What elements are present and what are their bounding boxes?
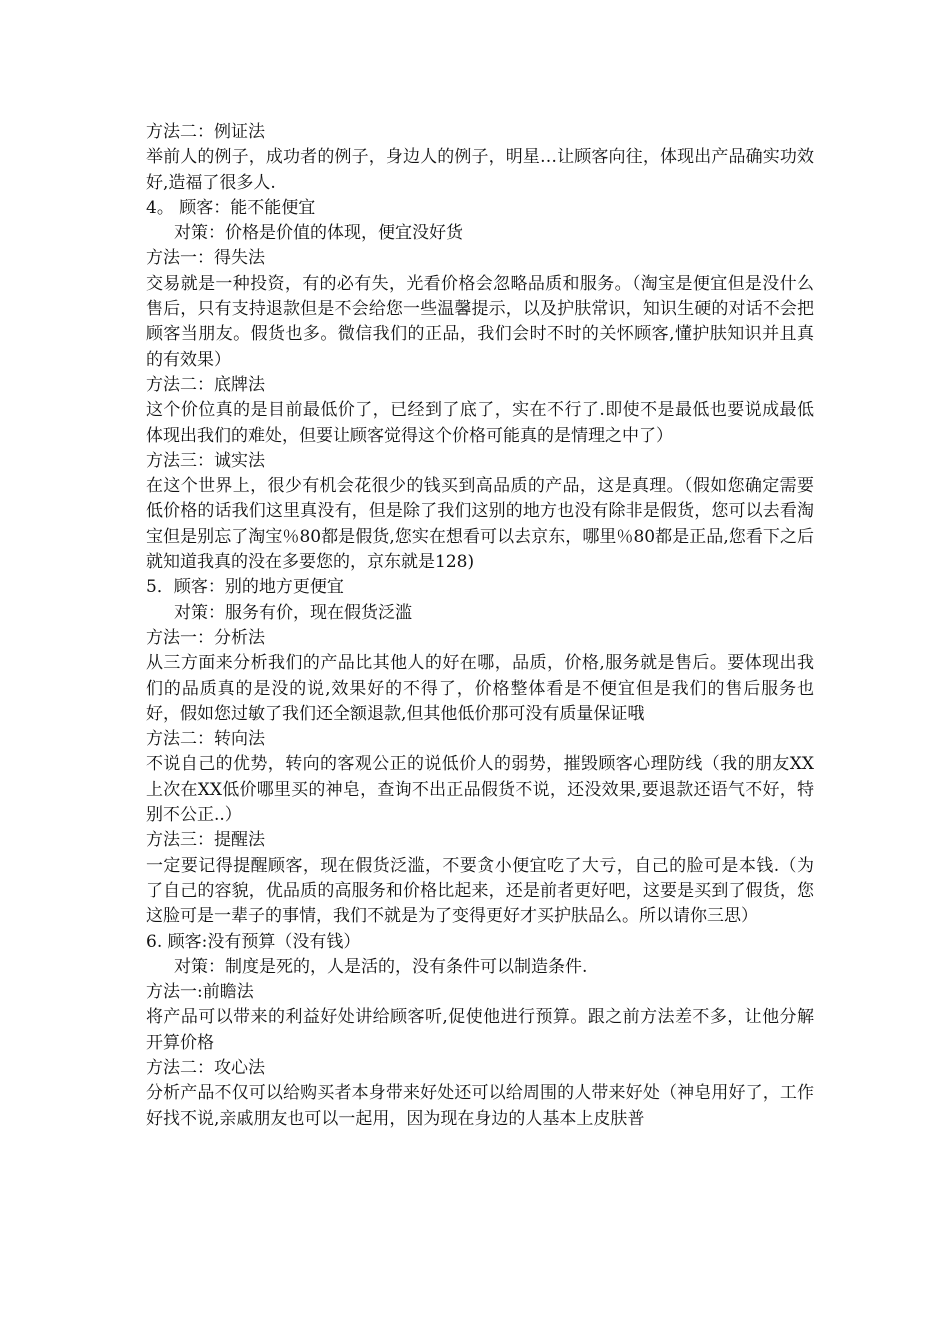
- document-body: [146, 120, 814, 1132]
- paragraph: 将产品可以带来的利益好处讲给顾客听,促使他进行预算。跟之前方法差不多，让他分解开算价格: [146, 1007, 814, 1053]
- paragraph: 一定要记得提醒顾客，现在假货泛滥，不要贪小便宜吃了大亏，自己的脸可是本钱.（为了自己的容貌，优品质的高服务和价格比起来，还是前者更好吧，这要是买到了假货，您这脸可是一辈子的事情，我们不就是为了变得更好才买护肤品么。所以请你三思）: [146, 855, 814, 927]
- section-heading: 方法一：得失法: [146, 248, 265, 269]
- section-heading: 方法二：底牌法: [146, 374, 265, 395]
- strategy-line: 对策：价格是价值的体现，便宜没好货: [174, 223, 463, 244]
- paragraph: 这个价位真的是目前最低价了，已经到了底了，实在不行了.即使不是最低也要说成最低体现出我们的难处，但要让顾客觉得这个价格可能真的是情理之中了）: [146, 400, 814, 446]
- paragraph: 不说自己的优势，转向的客观公正的说低价人的弱势，摧毁顾客心理防线（我的朋友XX上次在XX低价哪里买的神皂，查询不出正品假货不说，还没效果,要退款还语气不好，特别不公正..）: [146, 754, 814, 826]
- strategy-line: 对策：服务有价，现在假货泛滥: [174, 602, 412, 623]
- section-heading: 方法三：提醒法: [146, 830, 265, 851]
- section-heading: 4。 顾客：能不能便宜: [146, 197, 316, 218]
- paragraph: 分析产品不仅可以给购买者本身带来好处还可以给周围的人带来好处（神皂用好了，工作好找不说,亲戚朋友也可以一起用，因为现在身边的人基本上皮肤普: [146, 1083, 814, 1129]
- paragraph: 从三方面来分析我们的产品比其他人的好在哪，品质，价格,服务就是售后。要体现出我们的品质真的是没的说,效果好的不得了，价格整体看是不便宜但是我们的售后服务也好，假如您过敏了我们还全额退款,但其他低价那可没有质量保证哦: [146, 653, 814, 724]
- section-heading: 方法二：例证法: [146, 122, 265, 142]
- strategy-line: 对策：制度是死的，人是活的，没有条件可以制造条件.: [174, 956, 588, 977]
- section-heading: 方法一：分析法: [146, 627, 265, 648]
- section-heading: 方法一:前瞻法: [146, 982, 254, 1003]
- paragraph: 举前人的例子，成功者的例子，身边人的例子，明星…让顾客向往，体现出产品确实功效好,造福了很多人.: [146, 147, 814, 193]
- section-heading: 5．顾客：别的地方更便宜: [146, 577, 344, 598]
- paragraph: 在这个世界上，很少有机会花很少的钱买到高品质的产品，这是真理。（假如您确定需要低价格的话我们这里真没有，但是除了我们这别的地方也没有除非是假货，您可以去看淘宝但是别忘了淘宝％80都是假货,您实在想看可以去京东，哪里％80都是正品,您看下之后就知道我真的没在多要您的，京东就是128): [146, 476, 814, 573]
- section-heading: 方法三：诚实法: [146, 450, 265, 471]
- section-heading: 6. 顾客:没有预算（没有钱）: [146, 931, 361, 952]
- section-heading: 方法二：转向法: [146, 729, 265, 750]
- paragraph: 交易就是一种投资，有的必有失，光看价格会忽略品质和服务。（淘宝是便宜但是没什么售后，只有支持退款但是不会给您一些温馨提示，以及护肤常识，知识生硬的对话不会把顾客当朋友。假货也多。微信我们的正品，我们会时不时的关怀顾客,懂护肤知识并且真的有效果）: [146, 273, 814, 370]
- section-heading: 方法二：攻心法: [146, 1057, 265, 1078]
